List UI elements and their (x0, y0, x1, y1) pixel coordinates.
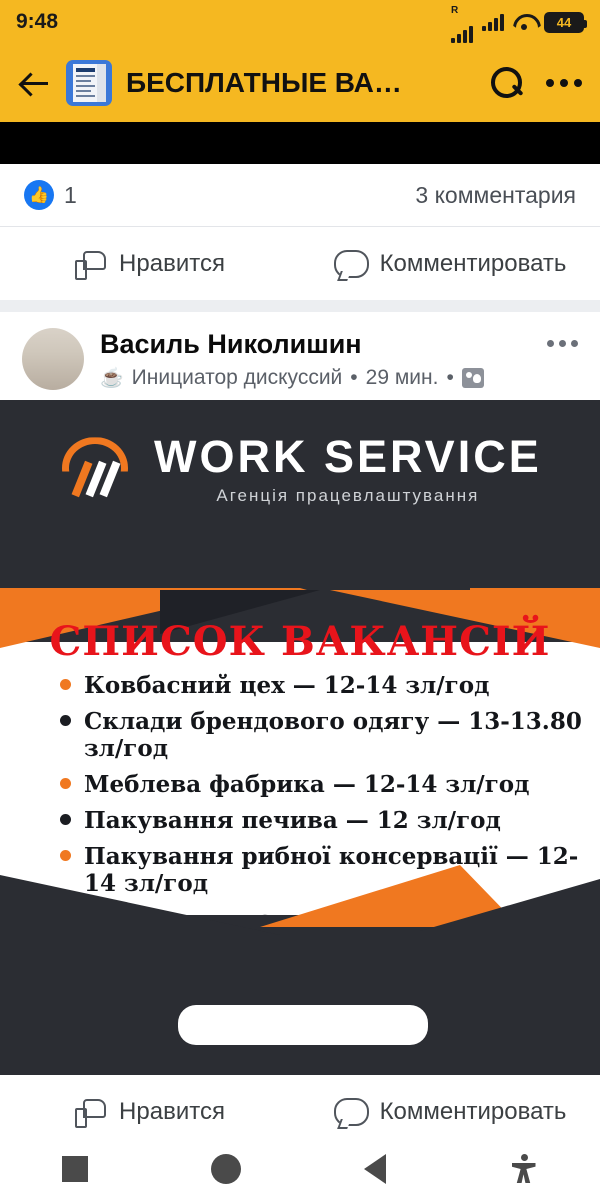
status-bar (0, 0, 600, 44)
list-item-text: Склади брендового одягу — 13-13.80 зл/год (84, 708, 582, 763)
list-item-text: Пакування рибної консервації — 12-14 зл/год (84, 843, 579, 898)
list-item-text: Меблева фабрика — 12-14 зл/год (84, 771, 530, 799)
group-title[interactable]: БЕСПЛАТНЫЕ ВА… (126, 67, 402, 98)
like-label: Нравится (119, 249, 225, 277)
post-image-flyer[interactable] (0, 400, 600, 1075)
reaction-count: 1 (64, 181, 77, 208)
search-icon[interactable] (486, 63, 526, 103)
bullet-dot-icon (60, 814, 71, 825)
post-subline (100, 366, 531, 390)
bullet-dot-icon (60, 715, 71, 726)
bullet-dot-icon (60, 850, 71, 861)
bullet-dot-icon (60, 778, 71, 789)
post-author-name[interactable]: Василь Николишин (100, 329, 362, 359)
post-timestamp: 29 мин. (365, 366, 439, 390)
separator-dot-2: • (446, 366, 454, 390)
thumbs-up-icon (75, 1097, 105, 1127)
coffee-cup-icon: ☕ (100, 368, 124, 390)
home-circle-icon[interactable] (211, 1154, 241, 1184)
list-item (60, 771, 590, 798)
brand-subtitle: Агенція працевлаштування (216, 486, 480, 506)
wifi-icon (513, 13, 535, 31)
comment-count[interactable]: 3 комментария (415, 181, 576, 208)
post-meta (100, 328, 531, 390)
list-item-text: Пакування печива — 12 зл/год (84, 807, 501, 835)
more-options-icon[interactable] (540, 79, 582, 87)
bullet-dot-icon (60, 679, 71, 690)
media-strip (0, 122, 600, 164)
group-audience-icon (462, 368, 484, 388)
signal-bars-icon-2 (482, 13, 504, 31)
battery-icon: 44 (544, 12, 584, 33)
feed-divider (0, 300, 600, 312)
post-author-role: Инициатор дискуссий (131, 366, 343, 390)
post-action-bar-top (0, 226, 600, 300)
separator-dot-1: • (350, 366, 358, 390)
back-triangle-icon[interactable] (364, 1154, 386, 1184)
list-item-text: Ковбасний цех — 12-14 зл/год (84, 672, 490, 700)
brand-name: WORK SERVICE (154, 431, 542, 483)
reaction-row (0, 164, 600, 226)
post-header (0, 312, 600, 400)
status-time: 9:48 (16, 10, 59, 33)
decor-triangle-10 (0, 875, 280, 935)
list-item (60, 708, 590, 762)
comment-bubble-icon (334, 250, 366, 278)
recents-square-icon[interactable] (62, 1156, 88, 1182)
accessibility-icon[interactable] (509, 1154, 539, 1184)
thumbs-up-badge-icon: 👍 (24, 180, 54, 210)
list-item (60, 672, 590, 699)
list-item (60, 807, 590, 834)
roaming-label: R (451, 5, 459, 16)
swoosh-icon (62, 437, 138, 503)
back-arrow-icon[interactable] (18, 66, 52, 100)
brand-logo (62, 431, 542, 506)
redaction-overlay (178, 1005, 428, 1045)
app-bar (0, 44, 600, 122)
flyer-footer (0, 915, 600, 1075)
comment-button-top[interactable] (300, 250, 600, 278)
group-logo-icon[interactable] (66, 60, 112, 106)
decor-triangle-12 (420, 879, 600, 931)
reaction-summary[interactable] (24, 180, 77, 210)
flyer-title: СПИСОК ВАКАНСІЙ (49, 618, 551, 666)
post-more-options-icon[interactable] (547, 328, 578, 347)
system-nav-bar (0, 1138, 600, 1200)
like-button-bottom[interactable] (0, 1097, 300, 1127)
like-label: Нравится (119, 1098, 225, 1126)
like-button-top[interactable] (0, 249, 300, 279)
status-icons (451, 1, 584, 43)
comment-label: Комментировать (379, 249, 567, 277)
avatar[interactable] (22, 328, 84, 390)
comment-label: Комментировать (379, 1098, 567, 1126)
comment-bubble-icon (334, 1098, 366, 1126)
signal-bars-icon (451, 1, 473, 43)
comment-button-bottom[interactable] (300, 1098, 600, 1126)
thumbs-up-icon (75, 249, 105, 279)
